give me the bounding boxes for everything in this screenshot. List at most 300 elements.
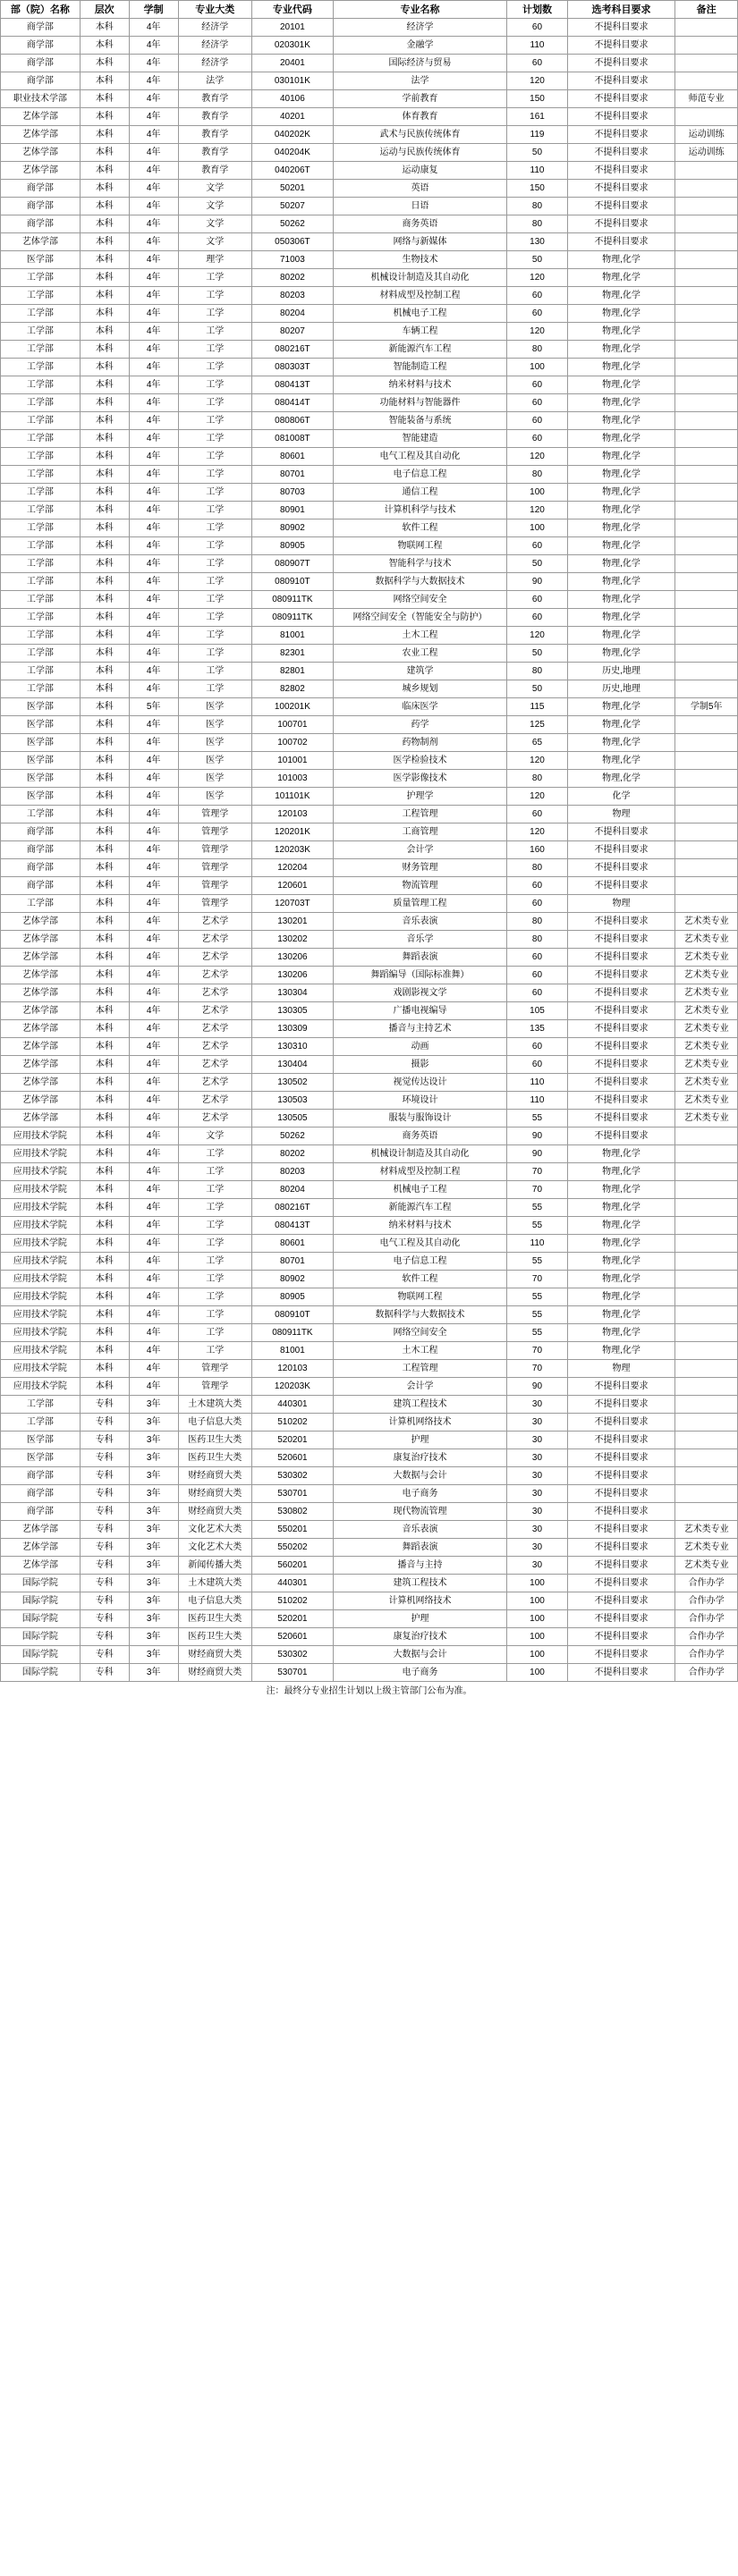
table-cell: 101101K — [251, 788, 333, 806]
table-cell: 120204 — [251, 859, 333, 877]
table-cell: 130404 — [251, 1056, 333, 1074]
table-cell: 应用技术学院 — [1, 1342, 81, 1360]
table-row — [1, 37, 738, 55]
table-cell: 专科 — [80, 1521, 129, 1539]
table-cell: 医药卫生大类 — [178, 1610, 251, 1628]
table-cell: 本科 — [80, 305, 129, 323]
table-cell: 工学部 — [1, 287, 81, 305]
table-cell: 艺体学部 — [1, 984, 81, 1002]
table-cell: 130206 — [251, 967, 333, 984]
table-row — [1, 913, 738, 931]
table-cell: 40106 — [251, 90, 333, 108]
table-cell: 新能源汽车工程 — [333, 341, 506, 359]
table-cell: 专科 — [80, 1592, 129, 1610]
table-row — [1, 1646, 738, 1664]
table-cell: 71003 — [251, 251, 333, 269]
table-cell: 080910T — [251, 573, 333, 591]
table-cell: 81001 — [251, 1342, 333, 1360]
table-row — [1, 770, 738, 788]
table-cell: 本科 — [80, 108, 129, 126]
table-cell: 物理,化学 — [567, 1217, 674, 1235]
table-cell: 应用技术学院 — [1, 1288, 81, 1306]
table-cell: 80601 — [251, 448, 333, 466]
table-cell: 60 — [507, 19, 568, 37]
table-cell — [675, 1253, 738, 1271]
table-cell: 物理,化学 — [567, 716, 674, 734]
table-row — [1, 555, 738, 573]
table-row — [1, 609, 738, 627]
table-cell: 商学部 — [1, 37, 81, 55]
table-row — [1, 287, 738, 305]
table-cell: 艺术类专业 — [675, 931, 738, 949]
table-cell: 数据科学与大数据技术 — [333, 1306, 506, 1324]
table-row — [1, 877, 738, 895]
table-row — [1, 359, 738, 376]
table-cell: 本科 — [80, 913, 129, 931]
table-cell: 不提科目要求 — [567, 108, 674, 126]
table-cell: 工学 — [178, 1145, 251, 1163]
table-cell: 合作办学 — [675, 1610, 738, 1628]
table-cell: 工学 — [178, 323, 251, 341]
table-cell: 本科 — [80, 1074, 129, 1092]
table-row — [1, 251, 738, 269]
table-cell: 物理,化学 — [567, 1324, 674, 1342]
table-cell: 工学部 — [1, 359, 81, 376]
table-cell: 艺术学 — [178, 1038, 251, 1056]
table-cell: 物理,化学 — [567, 609, 674, 627]
table-cell: 030101K — [251, 72, 333, 90]
table-cell: 本科 — [80, 627, 129, 645]
table-cell: 80 — [507, 341, 568, 359]
table-cell: 不提科目要求 — [567, 180, 674, 198]
table-cell: 60 — [507, 305, 568, 323]
table-cell: 4年 — [129, 502, 178, 519]
table-cell: 本科 — [80, 949, 129, 967]
table-row — [1, 1110, 738, 1128]
table-cell: 4年 — [129, 287, 178, 305]
table-cell: 专科 — [80, 1503, 129, 1521]
table-cell: 土木工程 — [333, 627, 506, 645]
table-cell — [675, 323, 738, 341]
table-cell: 管理学 — [178, 1378, 251, 1396]
table-cell: 50 — [507, 680, 568, 698]
table-cell: 工学 — [178, 430, 251, 448]
table-cell: 财经商贸大类 — [178, 1503, 251, 1521]
table-cell: 5年 — [129, 698, 178, 716]
table-cell: 4年 — [129, 1056, 178, 1074]
table-cell: 50262 — [251, 215, 333, 233]
table-cell: 艺术类专业 — [675, 1020, 738, 1038]
table-cell: 艺术类专业 — [675, 1557, 738, 1575]
table-cell: 合作办学 — [675, 1628, 738, 1646]
table-cell: 60 — [507, 609, 568, 627]
table-cell: 4年 — [129, 1002, 178, 1020]
table-cell: 60 — [507, 591, 568, 609]
table-cell: 物理,化学 — [567, 484, 674, 502]
table-cell: 本科 — [80, 341, 129, 359]
table-cell: 教育学 — [178, 90, 251, 108]
table-cell: 专科 — [80, 1557, 129, 1575]
table-cell: 现代物流管理 — [333, 1503, 506, 1521]
table-cell: 艺术学 — [178, 949, 251, 967]
table-cell: 管理学 — [178, 823, 251, 841]
table-cell: 80 — [507, 198, 568, 215]
table-cell: 医学 — [178, 698, 251, 716]
table-cell: 4年 — [129, 859, 178, 877]
table-cell: 国际经济与贸易 — [333, 55, 506, 72]
table-cell: 艺体学部 — [1, 144, 81, 162]
table-cell: 30 — [507, 1432, 568, 1449]
table-cell: 本科 — [80, 287, 129, 305]
table-cell: 国际学院 — [1, 1610, 81, 1628]
table-row — [1, 698, 738, 716]
table-cell: 本科 — [80, 1378, 129, 1396]
table-cell: 计算机科学与技术 — [333, 502, 506, 519]
table-cell: 物理,化学 — [567, 1288, 674, 1306]
table-cell: 3年 — [129, 1396, 178, 1414]
table-cell: 商学部 — [1, 55, 81, 72]
table-cell: 本科 — [80, 806, 129, 823]
table-cell — [675, 19, 738, 37]
table-cell: 119 — [507, 126, 568, 144]
table-cell: 80601 — [251, 1235, 333, 1253]
table-cell: 物理,化学 — [567, 627, 674, 645]
table-cell: 50 — [507, 144, 568, 162]
table-cell: 工学 — [178, 466, 251, 484]
table-cell: 本科 — [80, 591, 129, 609]
table-cell: 100 — [507, 484, 568, 502]
table-cell: 财经商贸大类 — [178, 1467, 251, 1485]
table-cell: 商学部 — [1, 1503, 81, 1521]
table-cell: 30 — [507, 1449, 568, 1467]
table-cell: 物理,化学 — [567, 466, 674, 484]
table-cell: 艺术类专业 — [675, 984, 738, 1002]
table-row — [1, 752, 738, 770]
table-cell: 工学部 — [1, 806, 81, 823]
table-cell: 70 — [507, 1360, 568, 1378]
table-cell — [675, 430, 738, 448]
table-cell: 80203 — [251, 287, 333, 305]
table-cell: 135 — [507, 1020, 568, 1038]
table-cell: 90 — [507, 1145, 568, 1163]
table-cell: 55 — [507, 1306, 568, 1324]
table-cell: 150 — [507, 90, 568, 108]
table-cell: 管理学 — [178, 859, 251, 877]
table-cell: 3年 — [129, 1610, 178, 1628]
table-cell: 大数据与会计 — [333, 1467, 506, 1485]
table-cell: 120201K — [251, 823, 333, 841]
table-cell — [675, 895, 738, 913]
table-cell: 不提科目要求 — [567, 1378, 674, 1396]
table-cell: 音乐学 — [333, 931, 506, 949]
table-cell: 本科 — [80, 448, 129, 466]
table-cell: 130 — [507, 233, 568, 251]
table-cell: 50 — [507, 251, 568, 269]
table-cell: 不提科目要求 — [567, 1646, 674, 1664]
table-cell: 商学部 — [1, 1485, 81, 1503]
table-cell: 医学 — [178, 752, 251, 770]
table-cell: 4年 — [129, 376, 178, 394]
table-cell: 110 — [507, 162, 568, 180]
table-cell — [675, 359, 738, 376]
table-row — [1, 1128, 738, 1145]
table-cell: 本科 — [80, 430, 129, 448]
table-cell: 工学部 — [1, 519, 81, 537]
table-row — [1, 788, 738, 806]
table-cell: 工学部 — [1, 430, 81, 448]
table-cell: 土木工程 — [333, 1342, 506, 1360]
table-row — [1, 233, 738, 251]
table-cell — [675, 287, 738, 305]
table-cell: 工学部 — [1, 1396, 81, 1414]
table-cell: 机械电子工程 — [333, 305, 506, 323]
table-cell: 职业技术学部 — [1, 90, 81, 108]
table-cell: 4年 — [129, 913, 178, 931]
table-cell — [675, 305, 738, 323]
table-cell: 工学部 — [1, 555, 81, 573]
table-cell: 不提科目要求 — [567, 1467, 674, 1485]
table-cell: 工学部 — [1, 484, 81, 502]
table-cell: 管理学 — [178, 895, 251, 913]
table-cell: 应用技术学院 — [1, 1199, 81, 1217]
table-cell: 电子信息工程 — [333, 1253, 506, 1271]
table-cell: 艺术学 — [178, 913, 251, 931]
table-cell: 60 — [507, 877, 568, 895]
table-cell: 本科 — [80, 734, 129, 752]
table-cell: 本科 — [80, 376, 129, 394]
table-cell: 物理,化学 — [567, 448, 674, 466]
table-cell: 4年 — [129, 680, 178, 698]
table-cell: 艺术类专业 — [675, 1110, 738, 1128]
table-cell: 工学 — [178, 305, 251, 323]
table-cell: 130201 — [251, 913, 333, 931]
table-cell — [675, 180, 738, 198]
table-cell: 本科 — [80, 162, 129, 180]
table-cell: 国际学院 — [1, 1646, 81, 1664]
table-cell: 130304 — [251, 984, 333, 1002]
table-cell: 工学 — [178, 663, 251, 680]
table-cell: 艺体学部 — [1, 913, 81, 931]
table-cell: 101001 — [251, 752, 333, 770]
table-cell: 3年 — [129, 1575, 178, 1592]
table-cell: 临床医学 — [333, 698, 506, 716]
table-cell: 工学部 — [1, 323, 81, 341]
table-row — [1, 466, 738, 484]
table-cell: 30 — [507, 1485, 568, 1503]
table-cell: 智能制造工程 — [333, 359, 506, 376]
table-row — [1, 1038, 738, 1056]
table-cell: 4年 — [129, 484, 178, 502]
table-cell: 080414T — [251, 394, 333, 412]
table-cell: 本科 — [80, 359, 129, 376]
table-cell: 物理,化学 — [567, 1342, 674, 1360]
table-row — [1, 931, 738, 949]
table-cell: 艺体学部 — [1, 1110, 81, 1128]
table-cell: 80 — [507, 913, 568, 931]
table-cell: 60 — [507, 412, 568, 430]
table-cell: 60 — [507, 984, 568, 1002]
table-cell: 不提科目要求 — [567, 1432, 674, 1449]
table-cell: 30 — [507, 1521, 568, 1539]
table-cell: 艺体学部 — [1, 1020, 81, 1038]
table-cell: 105 — [507, 1002, 568, 1020]
table-cell: 4年 — [129, 841, 178, 859]
table-cell: 应用技术学院 — [1, 1181, 81, 1199]
table-cell: 30 — [507, 1539, 568, 1557]
table-cell: 4年 — [129, 55, 178, 72]
table-cell: 应用技术学院 — [1, 1128, 81, 1145]
table-row — [1, 1432, 738, 1449]
table-cell: 本科 — [80, 770, 129, 788]
table-cell: 通信工程 — [333, 484, 506, 502]
table-cell: 510202 — [251, 1592, 333, 1610]
table-cell: 计算机网络技术 — [333, 1414, 506, 1432]
table-cell: 应用技术学院 — [1, 1217, 81, 1235]
table-row — [1, 1056, 738, 1074]
table-cell: 30 — [507, 1396, 568, 1414]
table-cell: 应用技术学院 — [1, 1253, 81, 1271]
table-row — [1, 967, 738, 984]
table-cell: 60 — [507, 430, 568, 448]
table-cell: 工学部 — [1, 1414, 81, 1432]
table-cell — [675, 841, 738, 859]
table-cell: 医学部 — [1, 734, 81, 752]
table-row — [1, 1485, 738, 1503]
table-cell: 30 — [507, 1503, 568, 1521]
table-cell — [675, 1235, 738, 1253]
table-cell: 舞蹈表演 — [333, 1539, 506, 1557]
table-cell: 物理,化学 — [567, 645, 674, 663]
table-cell — [675, 37, 738, 55]
table-cell: 工学 — [178, 287, 251, 305]
table-cell: 本科 — [80, 680, 129, 698]
table-cell: 艺体学部 — [1, 1056, 81, 1074]
table-cell: 120103 — [251, 1360, 333, 1378]
table-cell: 护理 — [333, 1432, 506, 1449]
table-cell — [675, 215, 738, 233]
table-cell: 本科 — [80, 1163, 129, 1181]
table-row — [1, 198, 738, 215]
table-cell: 55 — [507, 1253, 568, 1271]
table-cell: 130310 — [251, 1038, 333, 1056]
table-row — [1, 859, 738, 877]
table-cell: 工学部 — [1, 537, 81, 555]
table-cell — [675, 519, 738, 537]
table-cell: 3年 — [129, 1592, 178, 1610]
table-cell — [675, 108, 738, 126]
table-cell: 4年 — [129, 752, 178, 770]
table-cell: 4年 — [129, 1038, 178, 1056]
table-cell: 60 — [507, 949, 568, 967]
table-cell: 4年 — [129, 788, 178, 806]
table-cell: 医学影像技术 — [333, 770, 506, 788]
table-cell: 物理,化学 — [567, 305, 674, 323]
table-cell: 4年 — [129, 19, 178, 37]
table-cell — [675, 55, 738, 72]
table-cell: 55 — [507, 1217, 568, 1235]
table-cell: 不提科目要求 — [567, 215, 674, 233]
table-cell: 本科 — [80, 126, 129, 144]
table-cell: 工学 — [178, 573, 251, 591]
table-cell: 财经商贸大类 — [178, 1485, 251, 1503]
table-cell: 工学部 — [1, 627, 81, 645]
table-cell: 本科 — [80, 55, 129, 72]
table-cell: 120 — [507, 323, 568, 341]
table-cell: 120 — [507, 752, 568, 770]
table-cell: 土木建筑大类 — [178, 1575, 251, 1592]
table-cell: 专科 — [80, 1539, 129, 1557]
table-cell: 不提科目要求 — [567, 1485, 674, 1503]
table-cell: 工学 — [178, 1306, 251, 1324]
table-cell: 工商管理 — [333, 823, 506, 841]
table-cell: 560201 — [251, 1557, 333, 1575]
table-cell: 工学 — [178, 555, 251, 573]
table-cell: 4年 — [129, 1360, 178, 1378]
table-cell: 4年 — [129, 180, 178, 198]
table-cell: 120203K — [251, 1378, 333, 1396]
table-row — [1, 90, 738, 108]
table-cell: 法学 — [178, 72, 251, 90]
table-cell: 音乐表演 — [333, 1521, 506, 1539]
table-cell: 100 — [507, 1628, 568, 1646]
table-cell: 90 — [507, 573, 568, 591]
table-row — [1, 108, 738, 126]
table-cell — [675, 770, 738, 788]
table-cell: 播音与主持艺术 — [333, 1020, 506, 1038]
table-cell: 医学部 — [1, 698, 81, 716]
table-cell: 510202 — [251, 1414, 333, 1432]
column-header: 层次 — [80, 1, 129, 19]
table-cell: 4年 — [129, 1181, 178, 1199]
table-cell: 82801 — [251, 663, 333, 680]
table-cell: 80905 — [251, 537, 333, 555]
table-cell: 080216T — [251, 341, 333, 359]
table-cell: 4年 — [129, 931, 178, 949]
table-cell: 本科 — [80, 37, 129, 55]
table-cell — [675, 1324, 738, 1342]
table-cell: 艺术学 — [178, 1092, 251, 1110]
table-cell: 50262 — [251, 1128, 333, 1145]
table-row — [1, 1414, 738, 1432]
table-cell: 物理,化学 — [567, 698, 674, 716]
table-cell: 物理,化学 — [567, 770, 674, 788]
table-cell: 文化艺术大类 — [178, 1539, 251, 1557]
table-cell: 55 — [507, 1199, 568, 1217]
table-row — [1, 716, 738, 734]
table-cell: 本科 — [80, 573, 129, 591]
table-cell — [675, 806, 738, 823]
table-cell: 60 — [507, 537, 568, 555]
table-cell: 医学部 — [1, 1432, 81, 1449]
table-cell: 不提科目要求 — [567, 1414, 674, 1432]
table-cell: 80902 — [251, 1271, 333, 1288]
table-cell: 财经商贸大类 — [178, 1646, 251, 1664]
table-cell: 艺术类专业 — [675, 1038, 738, 1056]
table-cell: 艺体学部 — [1, 1557, 81, 1575]
table-cell: 4年 — [129, 72, 178, 90]
table-cell: 530701 — [251, 1664, 333, 1682]
table-row — [1, 55, 738, 72]
table-cell: 110 — [507, 1235, 568, 1253]
table-cell: 艺体学部 — [1, 1539, 81, 1557]
table-cell: 工学部 — [1, 663, 81, 680]
table-cell — [675, 1342, 738, 1360]
table-cell: 本科 — [80, 233, 129, 251]
table-cell: 工学 — [178, 645, 251, 663]
table-cell: 本科 — [80, 269, 129, 287]
table-cell: 4年 — [129, 1074, 178, 1092]
table-row — [1, 1342, 738, 1360]
